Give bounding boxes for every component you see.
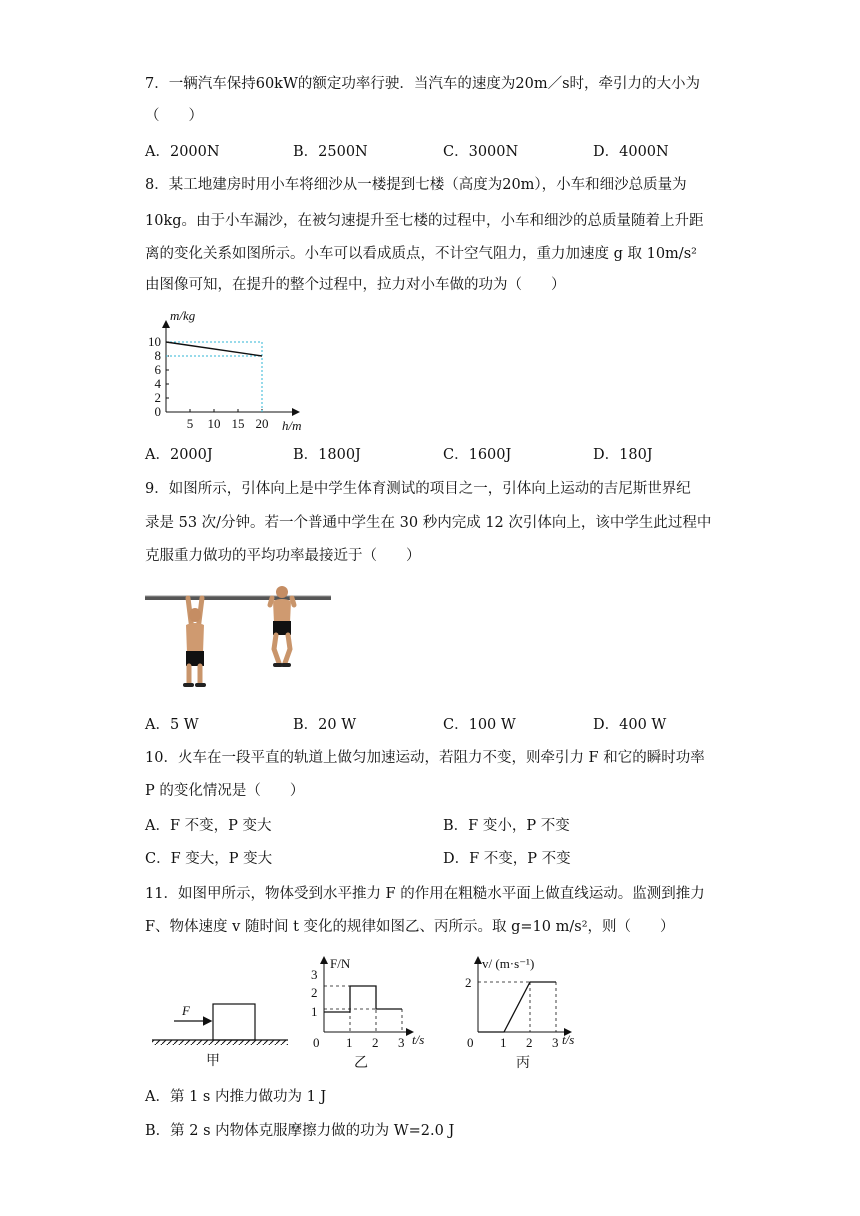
- x-tick-label: 20: [255, 416, 269, 431]
- y-tick-label: 6: [154, 362, 161, 377]
- bing-xlabel: t/s: [562, 1032, 575, 1047]
- yi-ylabel: F/N: [330, 956, 351, 971]
- force-label: F: [182, 1003, 190, 1018]
- athlete-hanging: [185, 598, 204, 685]
- bing-xtick-3: 3: [552, 1035, 559, 1050]
- q10-option-a: A．F 不变，P 变大: [145, 818, 272, 834]
- q7-stem-line1: 7．一辆汽车保持60kW的额定功率行驶．当汽车的速度为20m／s时，牵引力的大小为: [145, 76, 701, 92]
- x-axis-label: h/m: [282, 418, 302, 433]
- q10-stem-line1: 10．火车在一段平直的轨道上做匀加速运动，若阻力不变，则牵引力 F 和它的瞬时功率: [145, 750, 705, 766]
- x-tick-label: 5: [186, 416, 194, 431]
- y-axis-label: m/kg: [170, 308, 196, 323]
- q8-stem-line2: 10kg。由于小车漏沙，在被匀速提升至七楼的过程中，小车和细沙的总质量随着上升距: [145, 213, 704, 229]
- q7-option-c: C．3000N: [443, 144, 519, 160]
- block: [213, 1004, 255, 1040]
- q8-option-d: D．180J: [593, 447, 653, 463]
- bing-xtick-0: 0: [467, 1035, 474, 1050]
- bing-ytick-2: 2: [465, 975, 472, 990]
- q9-pullup-illustration: [143, 585, 335, 700]
- q9-stem-line2: 录是 53 次/分钟。若一个普通中学生在 30 秒内完成 12 次引体向上，该中学生此过程中: [145, 515, 712, 531]
- q7-option-a: A．2000N: [145, 144, 220, 160]
- y-tick-label: 10: [148, 334, 161, 349]
- yi-xlabel: t/s: [412, 1032, 425, 1047]
- q11-figure-yi: [308, 952, 433, 1072]
- yi-ytick-3: 3: [311, 967, 318, 982]
- x-tick-label: 15: [231, 416, 245, 431]
- yi-ytick-2: 2: [311, 985, 318, 1000]
- q9-option-c: C．100 W: [443, 717, 516, 733]
- q8-stem-line1: 8．某工地建房时用小车将细沙从一楼提到七楼（高度为20m），小车和细沙总质量为: [145, 177, 687, 193]
- y-tick-label: 8: [154, 348, 161, 363]
- q8-stem-line3: 离的变化关系如图所示。小车可以看成质点，不计空气阻力，重力加速度 g 取 10m/s²: [145, 246, 697, 262]
- q9-option-a: A．5 W: [145, 717, 199, 733]
- yi-xtick-1: 1: [346, 1035, 353, 1050]
- y-tick-label: 4: [154, 376, 161, 391]
- bing-xtick-1: 1: [500, 1035, 507, 1050]
- q10-option-c: C．F 变大，P 变大: [145, 851, 273, 867]
- mass-line: [166, 342, 262, 356]
- y-tick-label: 0: [154, 404, 161, 419]
- ground-hatch: [152, 1040, 288, 1045]
- caption-yi: 乙: [354, 1056, 368, 1071]
- yi-xtick-0: 0: [313, 1035, 320, 1050]
- q8-option-c: C．1600J: [443, 447, 512, 463]
- q11-stem-line1: 11．如图甲所示，物体受到水平推力 F 的作用在粗糙水平面上做直线运动。监测到推力: [145, 886, 705, 902]
- q11-figure-jia: [150, 990, 290, 1070]
- q9-stem-line1: 9．如图所示，引体向上是中学生体育测试的项目之一，引体向上运动的吉尼斯世界纪: [145, 481, 691, 497]
- q9-option-d: D．400 W: [593, 717, 667, 733]
- q10-stem-line2: P 的变化情况是（ ）: [145, 783, 305, 799]
- q11-option-a: A．第 1 s 内推力做功为 1 J: [145, 1089, 327, 1105]
- q8-stem-line4: 由图像可知，在提升的整个过程中，拉力对小车做的功为（ ）: [145, 277, 566, 293]
- q7-stem-line2: （ ）: [145, 108, 203, 124]
- athlete-pulled-up: [270, 586, 294, 665]
- q8-option-b: B．1800J: [293, 447, 361, 463]
- pullup-bar: [145, 596, 331, 600]
- q10-option-d: D．F 不变，P 不变: [443, 851, 571, 867]
- x-tick-label: 10: [207, 416, 221, 431]
- q8-mass-height-graph: [142, 306, 312, 436]
- velocity-line: [478, 982, 556, 1032]
- q9-stem-line3: 克服重力做功的平均功率最接近于（ ）: [145, 548, 421, 564]
- force-step-line: [324, 986, 402, 1012]
- caption-bing: 丙: [516, 1056, 530, 1071]
- q7-option-d: D．4000N: [593, 144, 669, 160]
- q11-figure-bing: [462, 952, 587, 1072]
- yi-ytick-1: 1: [311, 1004, 318, 1019]
- q10-option-b: B．F 变小，P 不变: [443, 818, 570, 834]
- q7-option-b: B．2500N: [293, 144, 368, 160]
- y-tick-label: 2: [154, 390, 161, 405]
- bing-ylabel: v/ (m·s⁻¹): [482, 956, 535, 971]
- q11-stem-line2: F、物体速度 v 随时间 t 变化的规律如图乙、丙所示。取 g=10 m/s²，则（ ）: [145, 919, 675, 935]
- bing-xtick-2: 2: [526, 1035, 533, 1050]
- caption-jia: 甲: [206, 1054, 220, 1069]
- q9-option-b: B．20 W: [293, 717, 357, 733]
- yi-xtick-3: 3: [398, 1035, 405, 1050]
- q11-option-b: B．第 2 s 内物体克服摩擦力做的功为 W=2.0 J: [145, 1123, 455, 1139]
- q8-option-a: A．2000J: [145, 447, 213, 463]
- yi-xtick-2: 2: [372, 1035, 379, 1050]
